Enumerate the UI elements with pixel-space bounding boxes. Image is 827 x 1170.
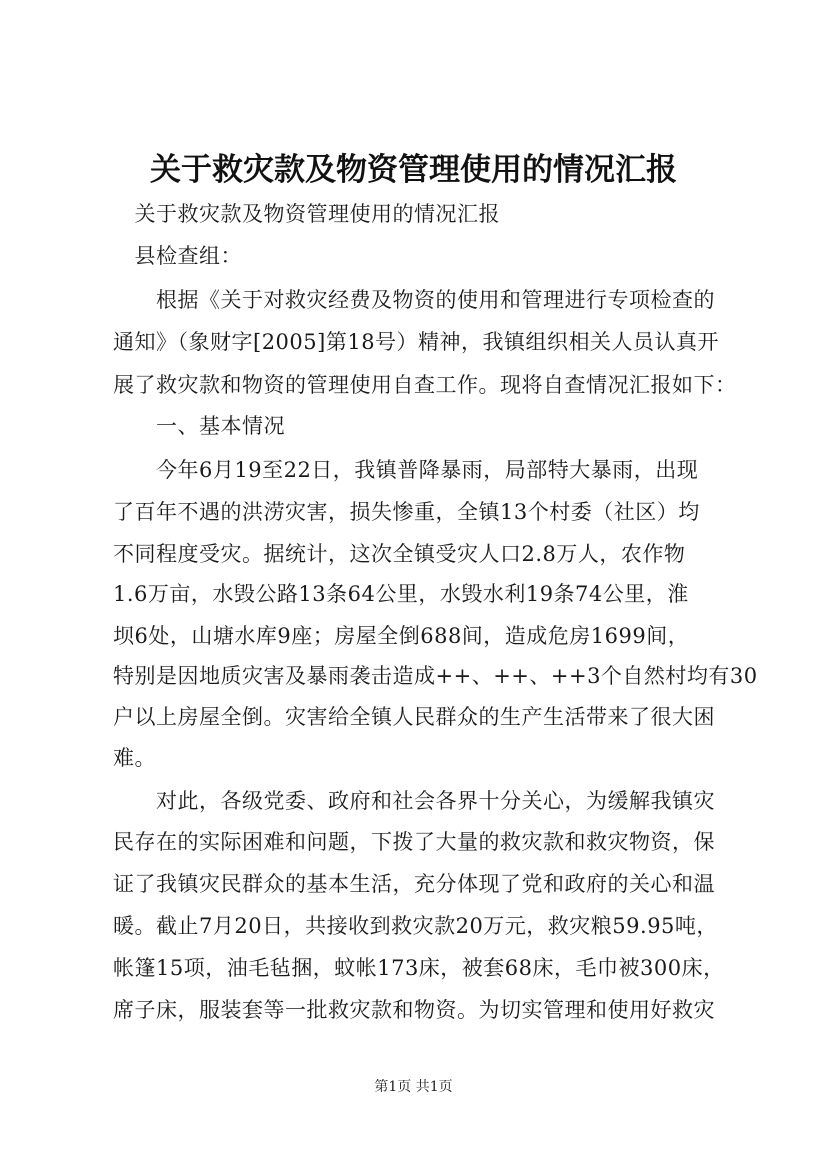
section-heading: 一、基本情况	[113, 414, 285, 438]
text-line: 户以上房屋全倒。灾害给全镇人民群众的生产生活带来了很大困	[113, 705, 715, 729]
text-line: 今年6月19至22日，我镇普降暴雨，局部特大暴雨，出现	[113, 458, 699, 482]
document-title: 关于救灾款及物资管理使用的情况汇报	[150, 152, 677, 188]
text-line: 对此，各级党委、政府和社会各界十分关心，为缓解我镇灾	[113, 789, 715, 813]
text-line: 根据《关于对救灾经费及物资的使用和管理进行专项检查的	[113, 288, 715, 312]
text-line: 展了救灾款和物资的管理使用自查工作。现将自查情况汇报如下：	[113, 373, 737, 397]
text-line: 了百年不遇的洪涝灾害，损失惨重，全镇13个村委（社区）均	[113, 500, 700, 524]
text-line: 关于救灾款及物资管理使用的情况汇报	[113, 202, 500, 226]
text-line: 难。	[113, 746, 156, 770]
text-line: 通知》（象财字[2005]第18号）精神，我镇组织相关人员认真开	[113, 330, 720, 354]
text-line: 席子床，服装套等一批救灾款和物资。为切实管理和使用好救灾	[113, 998, 715, 1022]
page-number-footer: 第1页 共1页	[374, 1079, 453, 1095]
text-line: 帐篷15项，油毛毡捆，蚊帐173床，被套68床，毛巾被300床，	[113, 956, 725, 980]
text-line: 1.6万亩，水毁公路13条64公里，水毁水利19条74公里，淮	[113, 582, 689, 606]
text-line: 不同程度受灾。据统计，这次全镇受灾人口2.8万人，农作物	[113, 542, 686, 566]
text-line: 特别是因地质灾害及暴雨袭击造成++、++、++3个自然村均有30	[113, 664, 758, 688]
text-line: 证了我镇灾民群众的基本生活，充分体现了党和政府的关心和温	[113, 872, 715, 896]
text-line: 暖。截止7月20日，共接收到救灾款20万元，救灾粮59.95吨，	[113, 914, 718, 938]
text-line: 民存在的实际困难和问题，下拨了大量的救灾款和救灾物资，保	[113, 830, 715, 854]
text-line: 坝6处，山塘水库9座；房屋全倒688间，造成危房1699间，	[113, 624, 690, 648]
text-line: 县检查组：	[113, 244, 242, 268]
